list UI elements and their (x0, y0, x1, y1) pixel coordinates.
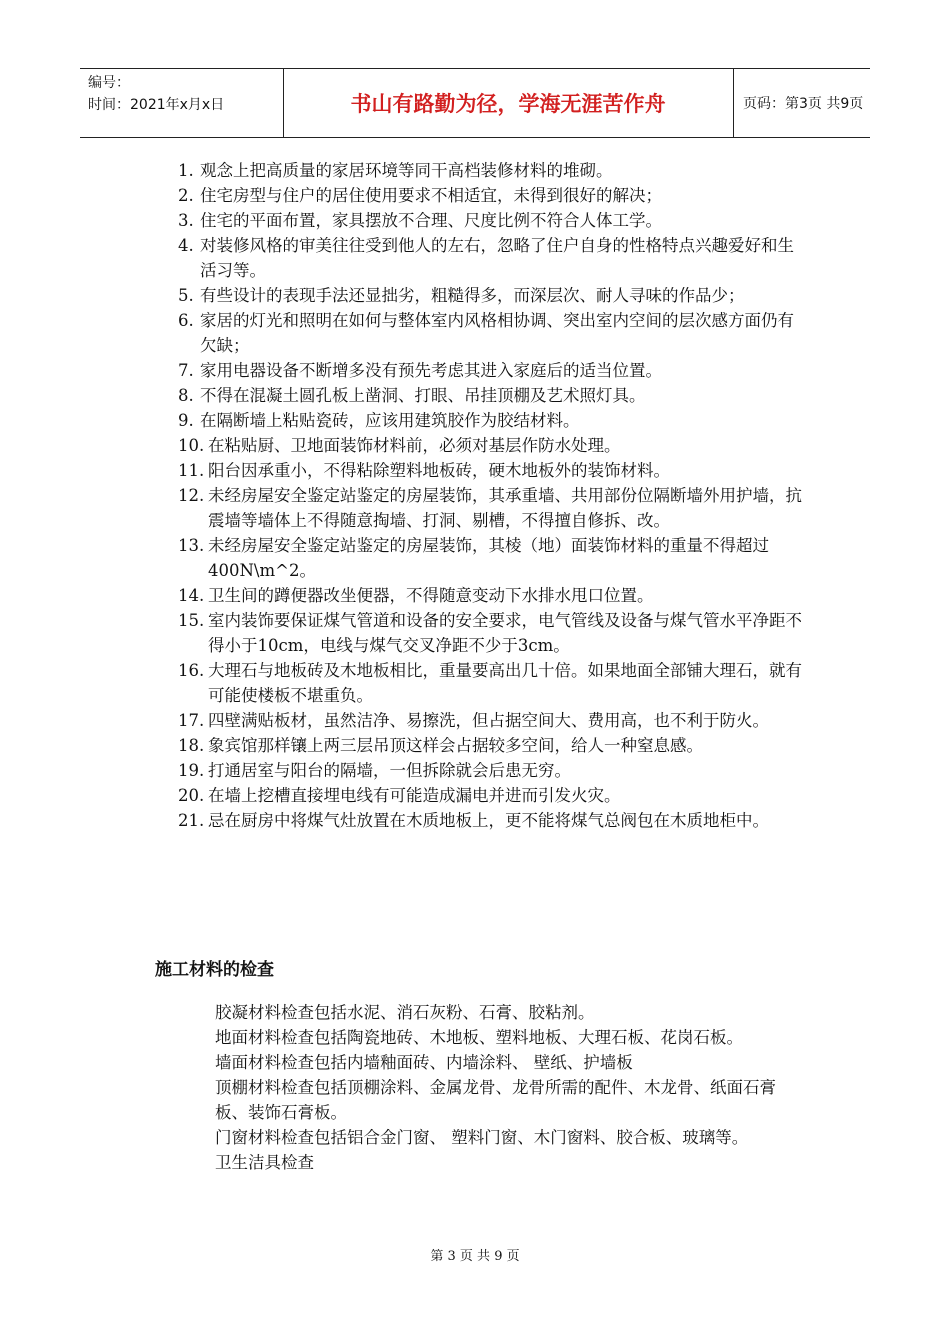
item-number: 16. (178, 661, 205, 680)
list-item (178, 483, 803, 533)
list-item (178, 733, 803, 758)
item-number: 1. (178, 161, 194, 180)
item-number: 17. (178, 711, 205, 730)
item-number: 7. (178, 361, 194, 380)
item-number: 10. (178, 436, 205, 455)
list-item (178, 708, 803, 733)
item-number: 3. (178, 211, 194, 230)
paragraph: 顶棚材料检查包括顶棚涂料、金属龙骨、龙骨所需的配件、木龙骨、纸面石膏板、装饰石膏板。 (215, 1078, 776, 1122)
list-item (178, 358, 803, 383)
item-text: 四壁满贴板材，虽然洁净、易擦洗，但占据空间大、费用高，也不利于防火。 (208, 711, 769, 730)
item-text: 不得在混凝土圆孔板上凿洞、打眼、吊挂顶棚及艺术照灯具。 (200, 386, 646, 405)
paragraph: 卫生洁具检查 (215, 1153, 314, 1172)
section-paragraphs (215, 1000, 805, 1175)
paragraph: 地面材料检查包括陶瓷地砖、木地板、塑料地板、大理石板、花岗石板。 (215, 1028, 743, 1047)
item-text: 住宅的平面布置，家具摆放不合理、尺度比例不符合人体工学。 (200, 211, 662, 230)
item-number: 6. (178, 311, 194, 330)
item-number: 2. (178, 186, 194, 205)
list-item (178, 783, 803, 808)
paragraph: 胶凝材料检查包括水泥、消石灰粉、石膏、胶粘剂。 (215, 1003, 595, 1022)
item-text: 在墙上挖槽直接埋电线有可能造成漏电并进而引发火灾。 (208, 786, 621, 805)
item-number: 4. (178, 236, 194, 255)
list-item (178, 458, 803, 483)
header-motto: 书山有路勤为径，学海无涯苦作舟 (350, 92, 666, 116)
list-item (178, 658, 803, 708)
item-text: 住宅房型与住户的居住使用要求不相适宜，未得到很好的解决； (200, 186, 662, 205)
item-text: 有些设计的表现手法还显拙劣，粗糙得多，而深层次、耐人寻味的作品少； (200, 286, 745, 305)
item-number: 19. (178, 761, 205, 780)
list-item (178, 383, 803, 408)
list-item (178, 808, 803, 833)
header-divider (733, 69, 734, 137)
item-text: 象宾馆那样镶上两三层吊顶这样会占据较多空间，给人一种窒息感。 (208, 736, 703, 755)
numbered-list (178, 158, 803, 833)
section-heading: 施工材料的检查 (155, 960, 274, 980)
list-item (178, 608, 803, 658)
list-item (178, 533, 803, 583)
list-item (178, 583, 803, 608)
item-number: 14. (178, 586, 205, 605)
item-number: 9. (178, 411, 194, 430)
item-text: 卫生间的蹲便器改坐便器，不得随意变动下水排水甩口位置。 (208, 586, 654, 605)
item-number: 21. (178, 811, 205, 830)
item-text: 阳台因承重小，不得粘除塑料地板砖，硬木地板外的装饰材料。 (208, 461, 670, 480)
item-text: 未经房屋安全鉴定站鉴定的房屋装饰，其承重墙、共用部份位隔断墙外用护墙，抗震墙等墙体上不得随意掏墙、打洞、剔槽，不得擅自修拆、改。 (208, 486, 802, 530)
item-number: 15. (178, 611, 205, 630)
list-item (178, 183, 803, 208)
item-text: 打通居室与阳台的隔墙，一但拆除就会后患无穷。 (208, 761, 571, 780)
header-meta (88, 73, 283, 133)
list-item (178, 233, 803, 283)
item-text: 观念上把高质量的家居环境等同干高档装修材料的堆砌。 (200, 161, 613, 180)
list-item (178, 283, 803, 308)
list-item (178, 208, 803, 233)
page-footer: 第 3 页 共 9 页 (430, 1249, 520, 1264)
item-text: 家居的灯光和照明在如何与整体室内风格相协调、突出室内空间的层次感方面仍有欠缺； (200, 311, 794, 355)
item-number: 11. (178, 461, 205, 480)
item-text: 对装修风格的审美往往受到他人的左右，忽略了住户自身的性格特点兴趣爱好和生活习等。 (200, 236, 794, 280)
time-label: 时间：2021年x月x日 (88, 97, 225, 113)
item-number: 20. (178, 786, 205, 805)
item-number: 13. (178, 536, 205, 555)
item-number: 8. (178, 386, 194, 405)
item-text: 室内装饰要保证煤气管道和设备的安全要求，电气管线及设备与煤气管水平净距不得小于10cm，电线与煤气交叉净距不少于3cm。 (208, 611, 802, 655)
list-item (178, 308, 803, 358)
list-item (178, 758, 803, 783)
item-text: 大理石与地板砖及木地板相比，重量要高出几十倍。如果地面全部铺大理石，就有可能使楼板不堪重负。 (208, 661, 802, 705)
code-label: 编号： (88, 75, 130, 91)
item-number: 18. (178, 736, 205, 755)
item-text: 忌在厨房中将煤气灶放置在木质地板上，更不能将煤气总阀包在木质地柜中。 (208, 811, 769, 830)
item-text: 在粘贴厨、卫地面装饰材料前，必须对基层作防水处理。 (208, 436, 621, 455)
item-text: 家用电器设备不断增多没有预先考虑其进入家庭后的适当位置。 (200, 361, 662, 380)
paragraph: 墙面材料检查包括内墙釉面砖、内墙涂料、 壁纸、护墙板 (215, 1053, 633, 1072)
item-number: 12. (178, 486, 205, 505)
item-text: 在隔断墙上粘贴瓷砖，应该用建筑胶作为胶结材料。 (200, 411, 580, 430)
item-text: 未经房屋安全鉴定站鉴定的房屋装饰，其棱（地）面装饰材料的重量不得超过400N\m^2。 (208, 536, 769, 580)
item-number: 5. (178, 286, 194, 305)
list-item (178, 408, 803, 433)
header-page-info: 页码：第3页 共9页 (743, 96, 864, 112)
page-header (80, 68, 870, 138)
list-item (178, 433, 803, 458)
paragraph: 门窗材料检查包括铝合金门窗、 塑料门窗、木门窗料、胶合板、玻璃等。 (215, 1128, 749, 1147)
list-item (178, 158, 803, 183)
